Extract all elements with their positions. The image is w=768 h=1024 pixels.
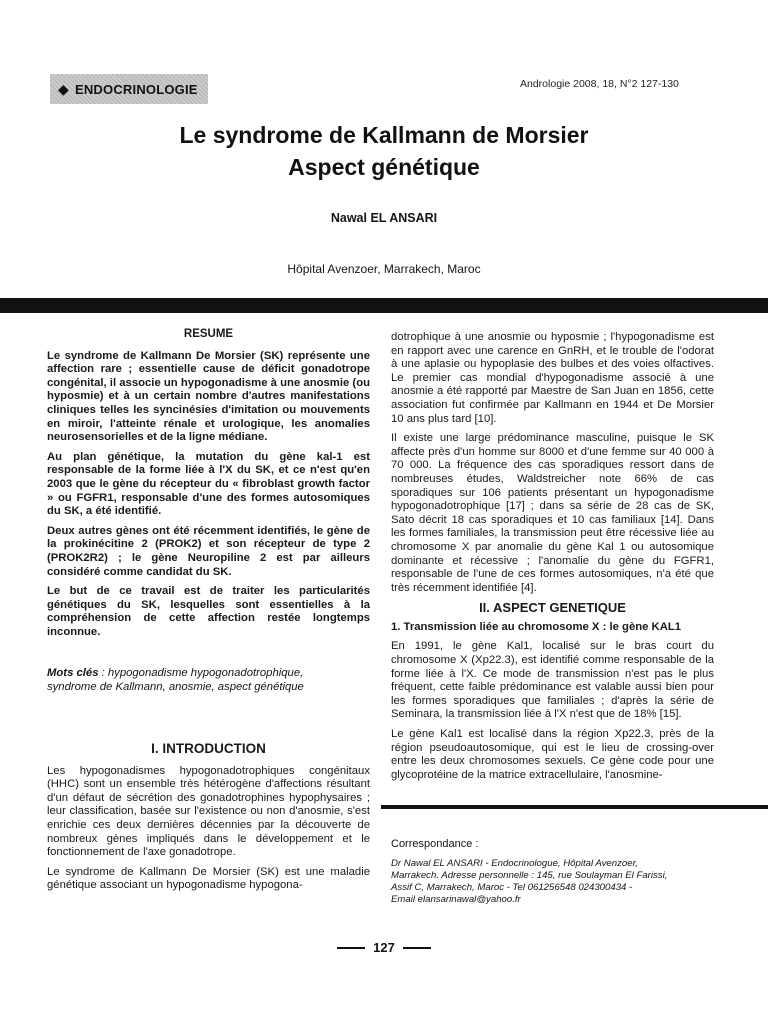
footnote-divider	[381, 805, 768, 809]
correspondence-label: Correspondance :	[391, 838, 479, 850]
abstract-block	[47, 328, 370, 645]
article-title-line-1: Le syndrome de Kallmann de Morsier	[179, 122, 589, 148]
keywords-text: : hypogonadisme hypogonadotrophique, syndrome de Kallmann, anosmie, aspect génétique	[47, 667, 304, 693]
article-title-line-2: Aspect génétique	[288, 154, 480, 180]
section-tag	[50, 74, 208, 104]
introduction-paragraph: Les hypogonadismes hypogonadotrophiques congénitaux (HHC) sont un ensemble très hétérogène d'affections résultant d'un défaut de sécrétion des gonadotrophines hypophysaires ; leur classification, basée sur l'existence ou non d'anosmie, s'est enrichie ces deux dernières décennies par la découverte de nombreux gènes impliqués dans le développement et le fonctionnement de l'axe gonadotrope.	[47, 764, 370, 859]
introduction-paragraph: Le syndrome de Kallmann De Morsier (SK) est une maladie génétique associant un hypogonadisme hypogona-	[47, 865, 370, 892]
correspondence-line: Assif C, Marrakech, Maroc - Tel 061256548 024300434 -	[391, 882, 633, 893]
section-tag-label: ENDOCRINOLOGIE	[74, 81, 198, 97]
body-paragraph: dotrophique à une anosmie ou hyposmie ; l'hypogonadisme est en rapport avec une carence en GnRH, et le trouble de l'odorat à une aplasie ou hypoplasie des bulbes et des voies olfactives. Le premier cas mondial d'hypogonadisme associé à une anosmie a été rapporté par Maestre de San Juan en 1856, cette association fut confirmée par Kallmann en 1944 et De Morsier 10 ans plus tard [10].	[391, 331, 714, 425]
author-affiliation: Hôpital Avenzoer, Marrakech, Maroc	[287, 262, 481, 276]
journal-reference: Andrologie 2008, 18, N°2 127-130	[520, 78, 679, 90]
page-dash-left	[337, 947, 365, 949]
header-divider	[0, 298, 768, 313]
introduction-heading: I. INTRODUCTION	[151, 741, 266, 756]
page-dash-right	[403, 947, 431, 949]
correspondence-details	[391, 858, 721, 906]
diamond-icon: ◆	[58, 80, 69, 97]
correspondence-line: Email elansarinawal@yahoo.fr	[391, 894, 521, 905]
body-paragraph: Il existe une large prédominance masculine, puisque le SK affecte près d'un homme sur 8000 et d'une femme sur 40 000 à 70 000. La fréquence des cas sporadiques ressort dans de nombreuses études, Waldstreicher note 66% de cas sporadiques sur 106 patients présentant un hypogonadisme hypogonadotrophique [17] ; dans sa série de 28 cas de SK, Sato décrit 18 cas sporadiques et 10 cas familiaux [14]. Dans les formes familiales, la transmission peut être récessive liée au chromosome X par anomalie du gène Kal 1 ou autosomique dominante et récessive ; l'anomalie du gène du FGFR1, responsable de l'une de ces formes autosomiques, n'a été que très récemment identifiée [4].	[391, 432, 714, 594]
author-name: Nawal EL ANSARI	[330, 211, 438, 225]
keywords-label: Mots clés	[47, 667, 99, 679]
body-paragraph: Le gène Kal1 est localisé dans la région Xp22.3, près de la région pseudoautosomique, qui est le lieu de crossing-over entre les deux chromosomes sexuels. Ce gène code pour une glycoprotéine de la matrice extracellulaire, l'anosmine-	[391, 728, 714, 781]
abstract-paragraph: Deux autres gènes ont été récemment identifiés, le gène de la prokinécitine 2 (PROK2) et son récepteur de type 2 (PROK2R2) ; le gène Neuropiline 2 est par ailleurs considéré comme candidat du SK.	[47, 524, 370, 578]
keywords	[47, 667, 337, 694]
abstract-paragraph: Le but de ce travail est de traiter les particularités génétiques du SK, lesquelles sont essentielles à la compréhension de cette affection restée longtemps inconnue.	[47, 585, 370, 638]
subsection-1-heading: 1. Transmission liée au chromosome X : le gène KAL1	[391, 620, 682, 633]
body-paragraph: En 1991, le gène Kal1, localisé sur le bras court du chromosome X (Xp22.3), est identifié comme responsable de la forme liée à l'X. Ce mode de transmission n'est pas le plus fréquent, cette faible prédominance est valable aussi bien pour les formes sporadiques que familiales ; d'après la série de Seminara, la transmission liée à l'X n'est que de 18% [15].	[391, 640, 714, 721]
section-2-heading: II. ASPECT GENETIQUE	[479, 600, 626, 616]
abstract-paragraph: Le syndrome de Kallmann De Morsier (SK) représente une affection rare ; essentielle cause de déficit gonadotrope congénital, il associe un hypogonadisme à une anosmie (ou hyposmie) et à un certain nombre d'autres manifestations cliniques telles les syncinésies d'imitation ou mouvements en miroir, l'atteinte rénale et urologique, les anomalies neurosensorielles et de la ligne médiane.	[47, 349, 370, 444]
right-column	[391, 331, 714, 788]
correspondence-line: Dr Nawal EL ANSARI - Endocrinologue, Hôpital Avenzoer,	[391, 858, 638, 869]
abstract-heading: RESUME	[183, 328, 234, 340]
page-number	[0, 940, 768, 955]
correspondence-line: Marrakech. Adresse personnelle : 145, rue Soulayman El Farissi,	[391, 870, 668, 881]
introduction-block	[47, 742, 370, 899]
abstract-paragraph: Au plan génétique, la mutation du gène kal-1 est responsable de la forme liée à l'X du SK, et ce n'est qu'en 2003 que le gène du récepteur du « fibroblast growth factor » ou FGFR1, responsable d'une des formes autosomiques du SK, a été identifié.	[47, 450, 370, 518]
page-number-text: 127	[373, 940, 395, 955]
